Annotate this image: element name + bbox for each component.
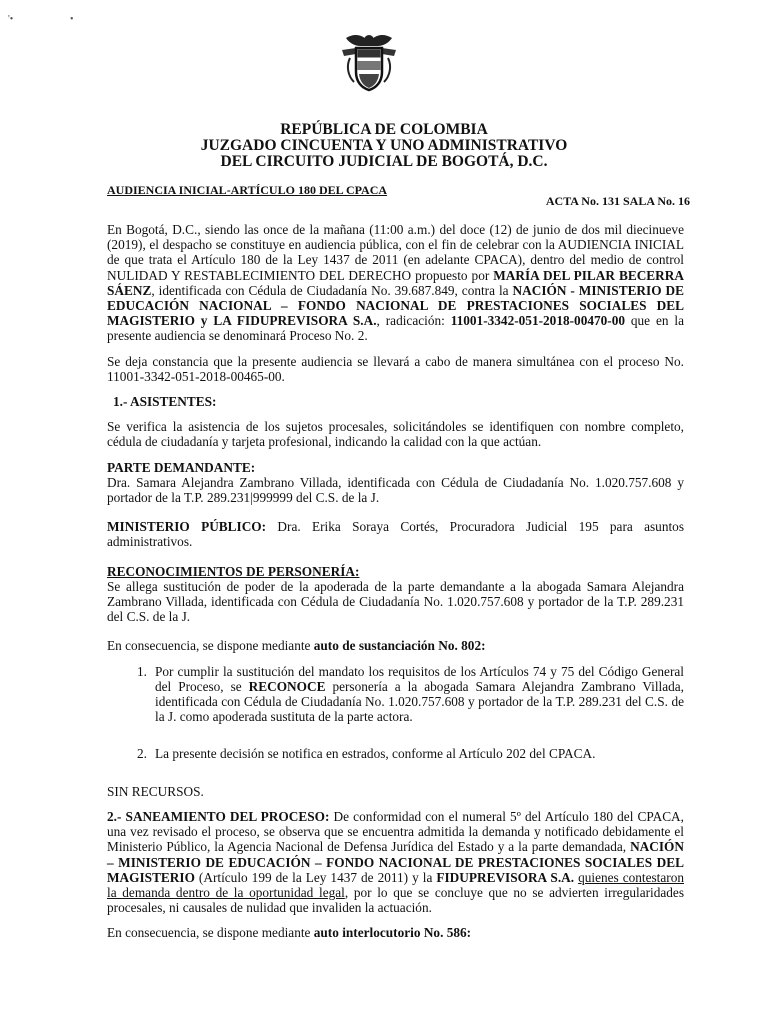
ministerio-block xyxy=(107,519,684,549)
list-item: 1. Por cumplir la sustitución del mandato los requisitos de los Artículos 74 y 75 del Código General del Proceso, se RECONOCE personería a la abogada Samara Alejandra Zambrano Villada, identificada con Cédula de Ciudadanía No. 1.020.757.608 y portador de la T.P. 289.231 del C.S. de la J. como apoderada sustituta de la parte actora. xyxy=(137,663,684,725)
hearing-title: AUDIENCIA INICIAL-ARTÍCULO 180 DEL CPACA xyxy=(107,183,388,197)
saneamiento-paragraph: 2.- SANEAMIENTO DEL PROCESO: De conformidad con el numeral 5º del Artículo 180 del CPACA, una vez revisado el proceso, se observa que se encuentra admitida la demanda y notificado debidamente el Ministerio Público, la Agencia Nacional de Defensa Jurídica del Estado y a la parte demandada, NACIÓN – MINISTERIO DE EDUCACIÓN – FONDO NACIONAL DE PRESTACIONES SOCIALES DEL MAGISTERIO (Artículo 199 de la Ley 1437 de 2011) y la FIDUPREVISORA S.A. quienes contestaron la demanda dentro de la oportunidad legal, por lo que se concluye que no se advierten irregularidades procesales, ni causales de nulidad que invaliden la actuación. xyxy=(107,808,685,916)
colombia-coat-of-arms-icon xyxy=(338,28,400,92)
decision-list xyxy=(107,664,684,762)
scan-mark: • xyxy=(70,14,74,25)
header-line-2: JUZGADO CINCUENTA Y UNO ADMINISTRATIVO xyxy=(200,137,568,154)
consecuencia-paragraph-2: En consecuencia, se dispone mediante auto interlocutorio No. 586: xyxy=(107,925,472,941)
court-header xyxy=(0,122,768,170)
demandante-text: Dra. Samara Alejandra Zambrano Villada, identificada con Cédula de Ciudadanía No. 1.020.757.608 y portador de la T.P. 289.231|999999 del C.S. de la J. xyxy=(107,474,684,506)
acta-number: ACTA No. 131 SALA No. 16 xyxy=(545,194,690,208)
header-line-3: DEL CIRCUITO JUDICIAL DE BOGOTÁ, D.C. xyxy=(220,153,548,170)
header-line-1: REPÚBLICA DE COLOMBIA xyxy=(280,121,488,138)
reconocimientos-title: RECONOCIMIENTOS DE PERSONERÍA: xyxy=(107,563,360,579)
demandante-block xyxy=(107,460,684,506)
scan-mark: '• xyxy=(8,14,14,25)
intro-paragraph: En Bogotá, D.C., siendo las once de la mañana (11:00 a.m.) del doce (12) de junio de dos mil diecinueve (2019), el despacho se constituye en audiencia pública, con el fin de celebrar con la AUDIENCIA INICIAL de que trata el Artículo 180 de la Ley 1437 de 2011 (en adelante CPACA), dentro del medio de control NULIDAD Y RESTABLECIMIENTO DEL DERECHO propuesto por MARÍA DEL PILAR BECERRA SÁENZ, identificada con Cédula de Ciudadanía No. 39.687.849, contra la NACIÓN - MINISTERIO DE EDUCACIÓN NACIONAL – FONDO NACIONAL DE PRESTACIONES SOCIALES DEL MAGISTERIO y LA FIDUPREVISORA S.A., radicación: 11001-3342-051-2018-00470-00 que en la presente audiencia se denominará Proceso No. 2. xyxy=(107,222,684,344)
ministerio-title: MINISTERIO PÚBLICO: xyxy=(107,519,267,535)
demandante-title: PARTE DEMANDANTE: xyxy=(107,459,256,475)
list-item: 2. La presente decisión se notifica en estrados, conforme al Artículo 202 del CPACA. xyxy=(137,746,596,762)
reconocimientos-text: Se allega sustitución de poder de la apoderada de la parte demandante a la abogada Samara Alejandra Zambrano Villada, identificada con Cédula de Ciudadanía No. 1.020.757.608 y portador de la T.P. 289.231 del C.S. de la J. xyxy=(107,578,684,625)
sin-recursos: SIN RECURSOS. xyxy=(107,783,204,799)
consecuencia-paragraph-1: En consecuencia, se dispone mediante auto de sustanciación No. 802: xyxy=(107,638,486,654)
document-body xyxy=(107,222,684,951)
section-asistentes-title: 1.- ASISTENTES: xyxy=(113,394,217,410)
ministerio-text: Dra. Erika Soraya Cortés, Procuradora Judicial 195 para asuntos administrativos. xyxy=(107,519,684,550)
asistentes-paragraph: Se verifica la asistencia de los sujetos procesales, solicitándoles se identifiquen con nombre completo, cédula de ciudadanía y tarjeta profesional, indicando la calidad con la que actúan. xyxy=(107,419,684,450)
constancia-paragraph: Se deja constancia que la presente audiencia se llevará a cabo de manera simultánea con el proceso No. 11001-3342-051-2018-00465-00. xyxy=(107,353,684,384)
reconocimientos-block xyxy=(107,564,684,625)
